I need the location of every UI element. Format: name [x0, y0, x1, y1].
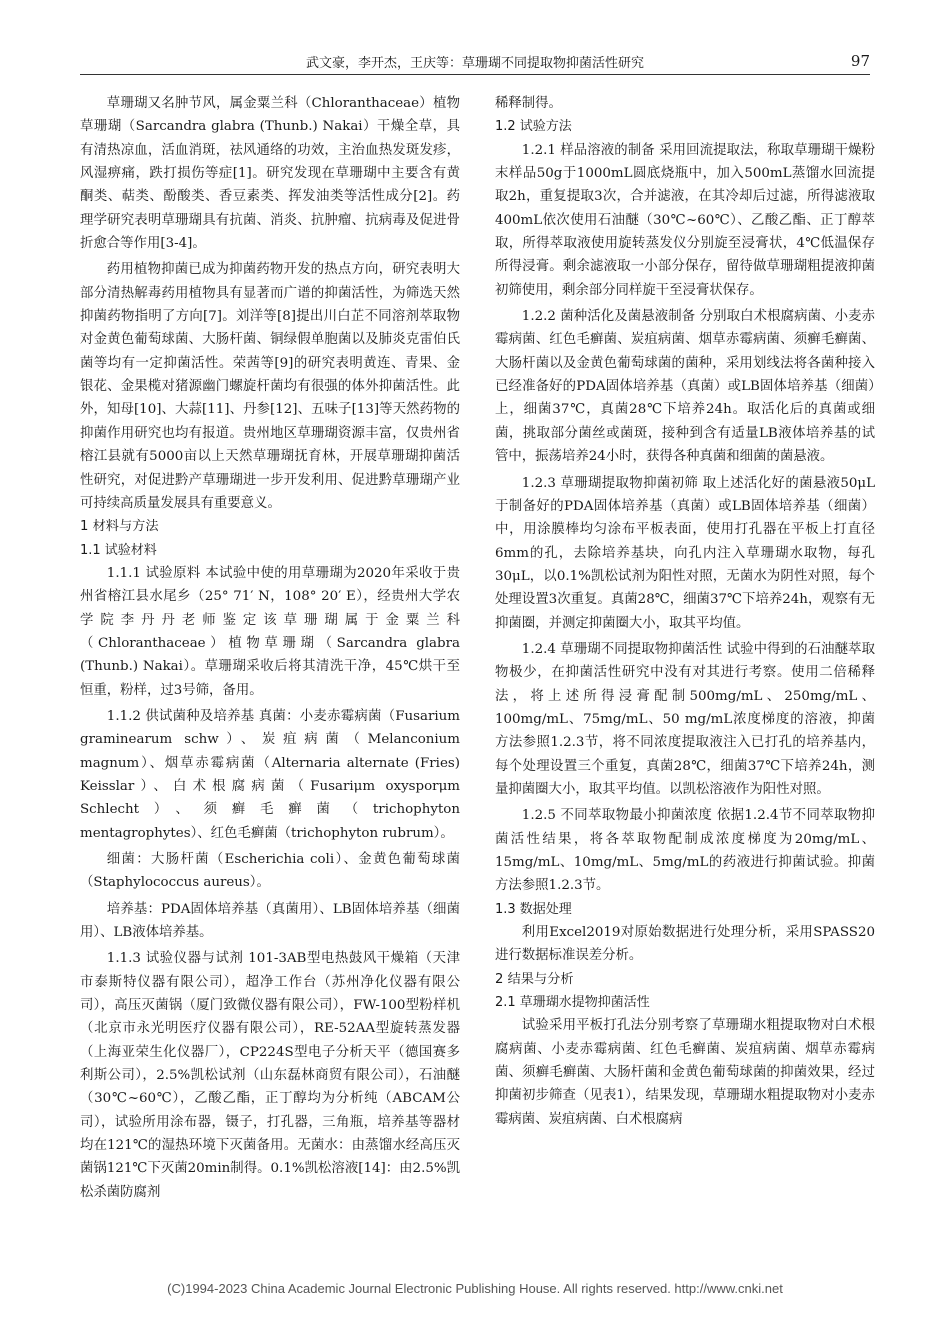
running-header	[80, 48, 870, 75]
paragraph-1-2-1: 1.2.1 样品溶液的制备 采用回流提取法，称取草珊瑚干燥粉末样品50g于1000mL圆底烧瓶中，加入500mL蒸馏水回流提取2h，重复提取3次，合并滤液，在其冷却后过滤，所得滤液取400mL依次使用石油醚（30℃~60℃）、乙酸乙酯、正丁醇萃取，所得萃取液使用旋转蒸发仪分别旋至浸膏状，4℃低温保存所得浸膏。剩余滤液取一小部分保存，留待做草珊瑚粗提液抑菌初筛使用，剩余部分同样旋干至浸膏状保存。	[495, 142, 875, 298]
paragraph-1-2-3: 1.2.3 草珊瑚提取物抑菌初筛 取上述活化好的菌悬液50μL于制备好的PDA固体培养基（真菌）或LB固体培养基（细菌）中，用涂膜棒均匀涂布平板表面，使用打孔器在平板上打直径6mm的孔，去除培养基块，向孔内注入草珊瑚水取物，每孔30μL，以0.1%凯松试剂为阳性对照，无菌水为阴性对照，每个处理设置3次重复。真菌28℃，细菌37℃下培养24h，观察有无抑菌圈，并测定抑菌圈大小，取其平均值。	[495, 475, 875, 631]
paragraph-1-2-4: 1.2.4 草珊瑚不同提取物抑菌活性 试验中得到的石油醚萃取物极少，在抑菌活性研究中没有对其进行考察。使用二倍稀释法，将上述所得浸膏配制500mg/mL、250mg/mL、100mg/mL、75mg/mL、50 mg/mL浓度梯度的溶液，抑菌方法参照1.2.3节，将不同浓度提取液注入已打孔的培养基内，每个处理设置三个重复，真菌28℃，细菌37℃下培养24h，测量抑菌圈大小，取其平均值。以凯松溶液作为阳性对照。	[495, 641, 875, 797]
subsection-heading-1-1: 1.1 试验材料	[80, 542, 157, 558]
paragraph-1-1-3: 1.1.3 试验仪器与试剂 101-3AB型电热鼓风干燥箱（天津市泰斯特仪器有限公司），超净工作台（苏州净化仪器有限公司），高压灭菌锅（厦门致微仪器有限公司），FW-100型粉样机（北京市永光明医疗仪器有限公司），RE-52AA型旋转蒸发器（上海亚荣生化仪器厂），CP224S型电子分析天平（德国赛多利斯公司），2.5%凯松试剂（山东磊林商贸有限公司），石油醚（30℃~60℃），乙酸乙酯，正丁醇均为分析纯（ABCAM公司），试验所用涂布器，镊子，打孔器，三角瓶，培养基等器材均在121℃的湿热环境下灭菌备用。无菌水：由蒸馏水经高压灭菌锅121℃下灭菌20min制得。0.1%凯松溶液[14]：由2.5%凯松杀菌防腐剂	[80, 951, 460, 1200]
running-title: 武文豪，李开杰，王庆等：草珊瑚不同提取物抑菌活性研究	[305, 56, 644, 71]
paragraph-bacteria: 细菌：大肠杆菌（Escherichia coli）、金黄色葡萄球菌（Staphylococcus aureus）。	[80, 852, 460, 891]
section-heading-1: 1 材料与方法	[80, 519, 159, 535]
left-column	[80, 92, 460, 1204]
subsection-heading-1-2: 1.2 试验方法	[495, 119, 572, 135]
paragraph-1-1-1: 1.1.1 试验原料 本试验中使的用草珊瑚为2020年采收于贵州省榕江县水尾乡（25° 71′ N，108° 20′ E），经贵州大学农学院李丹丹老师鉴定该草珊瑚属于金粟兰科（Chloranthaceae）植物草珊瑚（Sarcandra glabra (Thunb.) Nakai）。草珊瑚采收后将其清洗干净，45℃烘干至恒重，粉样，过3号筛，备用。	[80, 565, 460, 698]
intro-paragraph-1: 草珊瑚又名肿节风，属金粟兰科（Chloranthaceae）植物草珊瑚（Sarcandra glabra (Thunb.) Nakai）干燥全草，具有清热凉血，活血消斑，祛风通络的功效，主治血热发斑发疹，风湿痹痛，跌打损伤等症[1]。研究发现在草珊瑚中主要含有黄酮类、萜类、酚酸类、香豆素类、挥发油类等活性成分[2]。药理学研究表明草珊瑚具有抗菌、消炎、抗肿瘤、抗病毒及促进骨折愈合等作用[3-4]。	[80, 96, 460, 252]
right-column	[495, 92, 875, 1131]
page-number: 97	[850, 52, 870, 70]
section-heading-2: 2 结果与分析	[495, 971, 574, 987]
paragraph-1-2-5: 1.2.5 不同萃取物最小抑菌浓度 依据1.2.4节不同萃取物抑菌活性结果，将各萃取物配制成浓度梯度为20mg/mL、15mg/mL、10mg/mL、5mg/mL的药液进行抑菌试验。抑菌方法参照1.2.3节。	[495, 808, 875, 894]
paragraph-2-1: 试验采用平板打孔法分别考察了草珊瑚水粗提取物对白术根腐病菌、小麦赤霉病菌、红色毛癣菌、炭疽病菌、烟草赤霉病菌、须癣毛癣菌、大肠杆菌和金黄色葡萄球菌的抑菌效果，经过抑菌初步筛查（见表1），结果发现，草珊瑚水粗提取物对小麦赤霉病菌、炭疽病菌、白术根腐病	[495, 1018, 875, 1127]
intro-paragraph-2: 药用植物抑菌已成为抑菌药物开发的热点方向，研究表明大部分清热解毒药用植物具有显著而广谱的抑菌活性，为筛选天然抑菌药物指明了方向[7]。刘洋等[8]提出川白芷不同溶剂萃取物对金黄色葡萄球菌、大肠杆菌、铜绿假单胞菌以及肺炎克雷伯氏菌等均有一定抑菌活性。荣茜等[9]的研究表明黄连、青果、金银花、金果榄对猪源幽门螺旋杆菌均有很强的体外抑菌活性。此外，知母[10]、大蒜[11]、丹参[12]、五味子[13]等天然药物的抑菌作用研究也均有报道。贵州地区草珊瑚资源丰富，仅贵州省榕江县就有5000亩以上天然草珊瑚抚育林，开展草珊瑚抑菌活性研究，对促进黔产草珊瑚进一步开发利用、促进黔草珊瑚产业可持续高质量发展具有重要意义。	[80, 262, 460, 511]
paragraph-1-2-2: 1.2.2 菌种活化及菌悬液制备 分别取白术根腐病菌、小麦赤霉病菌、红色毛癣菌、炭疽病菌、烟草赤霉病菌、须癣毛癣菌、大肠杆菌以及金黄色葡萄球菌的菌种，采用划线法将各菌种接入已经准备好的PDA固体培养基（真菌）或LB固体培养基（细菌）上，细菌37℃，真菌28℃下培养24h。取活化后的真菌或细菌，挑取部分菌丝或菌斑，接种到含有适量LB液体培养基的试管中，振荡培养24小时，获得各种真菌和细菌的菌悬液。	[495, 309, 875, 465]
paragraph-1-1-2: 1.1.2 供试菌种及培养基 真菌：小麦赤霉病菌（Fusarium graminearum schw）、炭疽病菌（Melanconium magnum）、烟草赤霉病菌（Alternaria alternate (Fries) Keisslar）、白术根腐病菌（Fusariμm oxysporμm Schlecht）、须癣毛癣菌（trichophyton mentagrophytes）、红色毛癣菌（trichophyton rubrum）。	[80, 708, 460, 841]
subsection-heading-1-3: 1.3 数据处理	[495, 901, 572, 917]
copyright-footer: (C)1994-2023 China Academic Journal Electronic Publishing House. All rights reserved. http://www.cnki.net	[167, 1281, 783, 1296]
paragraph-media: 培养基：PDA固体培养基（真菌用）、LB固体培养基（细菌用）、LB液体培养基。	[80, 901, 460, 941]
paragraph-1-3: 利用Excel2019对原始数据进行处理分析，采用SPASS20进行数据标准误差分析。	[495, 925, 875, 964]
paragraph-continued: 稀释制得。	[495, 96, 562, 111]
subsection-heading-2-1: 2.1 草珊瑚水提物抑菌活性	[495, 995, 650, 1011]
